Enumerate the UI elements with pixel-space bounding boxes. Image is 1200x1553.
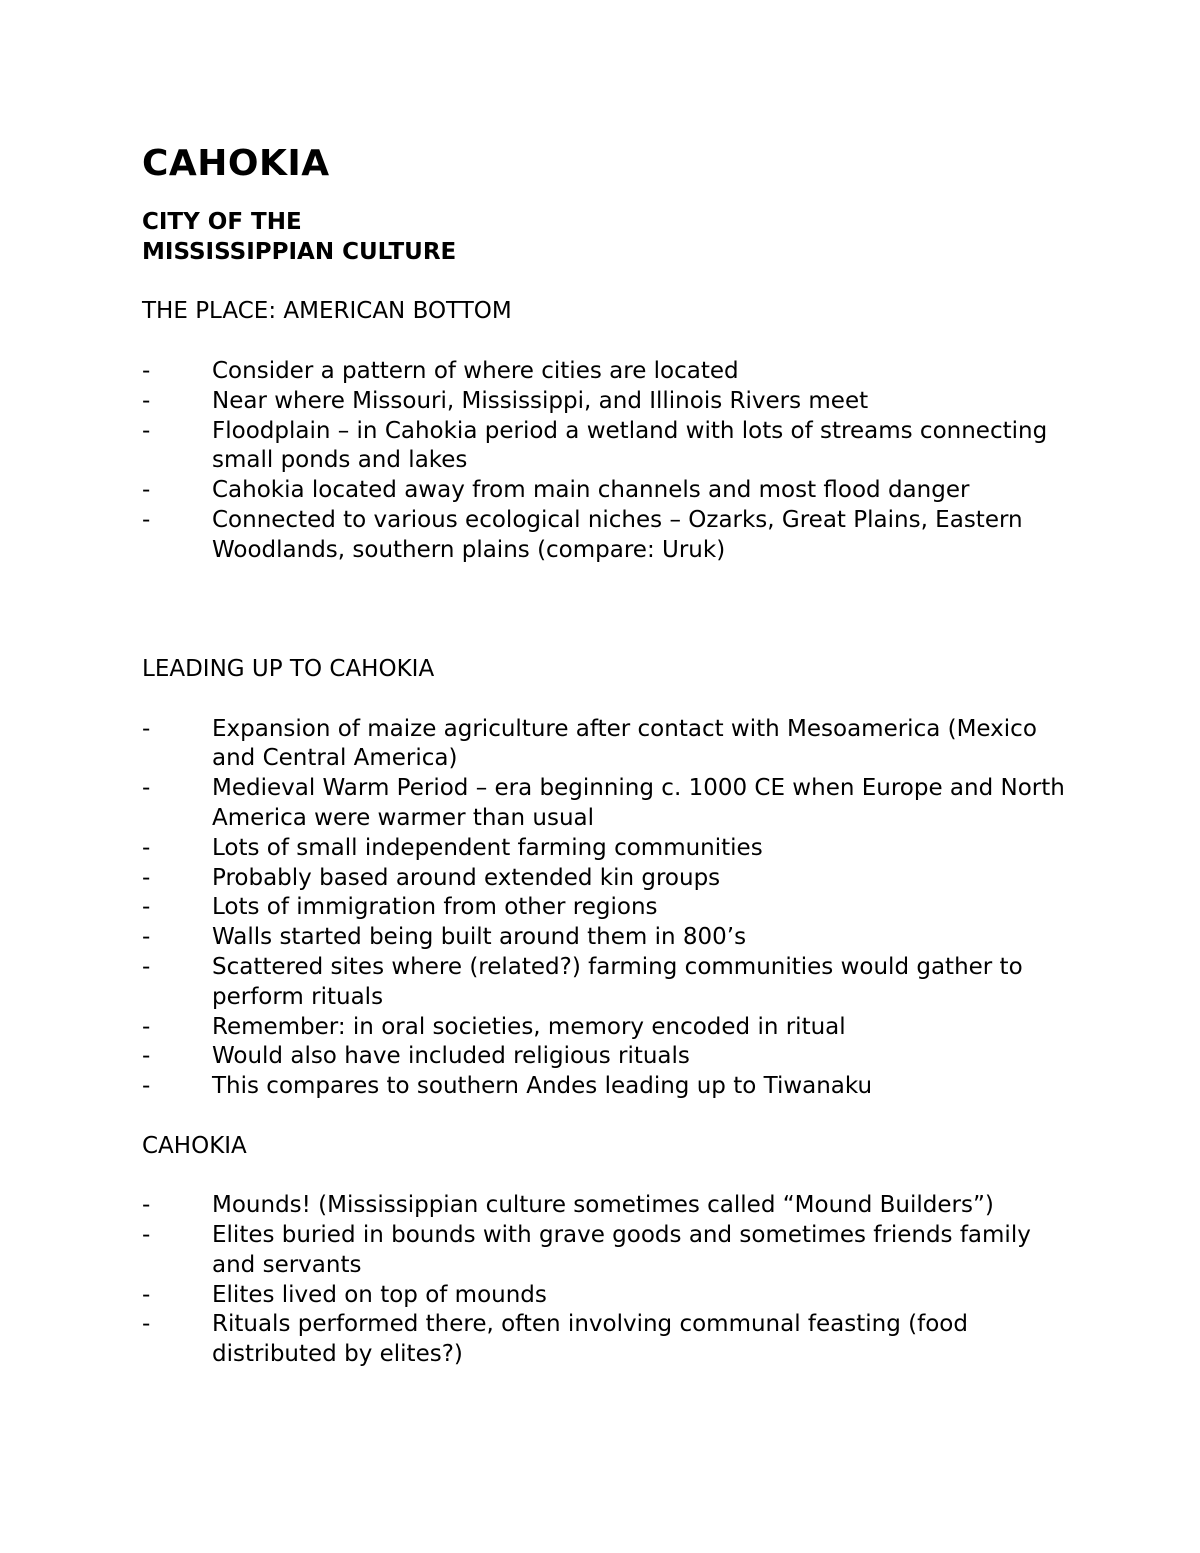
spacer (142, 685, 1067, 715)
section-the-place (142, 297, 1067, 565)
bullet-text: Elites lived on top of mounds (212, 1281, 547, 1308)
bullet-text: Medieval Warm Period – era beginning c. 1000 CE when Europe and North America were warmer than usual (212, 775, 1065, 831)
bullet-text: Lots of immigration from other regions (212, 894, 658, 921)
section-cahokia (142, 1132, 1067, 1370)
bullet-dash: - (142, 357, 151, 384)
bullet-item (142, 387, 1067, 417)
bullet-item (142, 1281, 1067, 1311)
bullet-item (142, 923, 1067, 953)
bullet-dash: - (142, 1043, 151, 1070)
spacer (142, 1162, 1067, 1192)
bullet-item (142, 715, 1067, 775)
bullet-item (142, 1072, 1067, 1102)
bullet-text: Rituals performed there, often involving communal feasting (food distributed by elites?) (212, 1311, 968, 1368)
bullet-text: Mounds! (Mississippian culture sometimes called “Mound Builders”) (212, 1192, 994, 1219)
section-heading: LEADING UP TO CAHOKIA (142, 655, 435, 682)
bullet-dash: - (142, 1311, 151, 1338)
bullet-text: Cahokia located away from main channels and most flood danger (212, 477, 970, 504)
bullet-dash: - (142, 477, 151, 504)
bullet-item (142, 417, 1067, 477)
bullet-dash: - (142, 1192, 151, 1219)
spacer (142, 595, 1067, 655)
spacer (142, 327, 1067, 357)
bullet-item (142, 506, 1067, 566)
bullet-dash: - (142, 953, 151, 980)
bullet-text: Walls started being built around them in 800’s (212, 924, 747, 951)
spacer (142, 1102, 1067, 1132)
bullet-dash: - (142, 417, 151, 444)
spacer (142, 268, 1067, 298)
bullet-item (142, 1310, 1067, 1370)
bullet-text: Probably based around extended kin groups (212, 864, 721, 891)
section-heading: CAHOKIA (142, 1132, 247, 1159)
bullet-item (142, 774, 1067, 834)
bullet-text: Scattered sites where (related?) farming communities would gather to perform rituals (212, 953, 1023, 1010)
bullet-text: Elites buried in bounds with grave goods and sometimes friends family and servants (212, 1222, 1031, 1278)
bullet-dash: - (142, 894, 151, 921)
bullet-dash: - (142, 1073, 151, 1100)
bullet-dash: - (142, 864, 151, 891)
bullet-item (142, 1042, 1067, 1072)
bullet-dash: - (142, 1222, 151, 1249)
spacer (142, 566, 1067, 596)
bullet-text: Remember: in oral societies, memory encoded in ritual (212, 1013, 846, 1040)
bullet-text: This compares to southern Andes leading up to Tiwanaku (212, 1073, 873, 1100)
bullet-item (142, 1013, 1067, 1043)
bullet-dash: - (142, 924, 151, 951)
bullet-dash: - (142, 506, 151, 533)
bullet-text: Connected to various ecological niches – Ozarks, Great Plains, Eastern Woodlands, southern plains (compare: Uruk) (212, 506, 1023, 563)
subtitle-line-1: CITY OF THE (142, 209, 302, 235)
bullet-item (142, 953, 1067, 1013)
bullet-text: Lots of small independent farming communities (212, 834, 763, 861)
bullet-text: Consider a pattern of where cities are located (212, 357, 739, 384)
section-heading: THE PLACE: AMERICAN BOTTOM (142, 298, 512, 325)
bullet-dash: - (142, 1281, 151, 1308)
bullet-item (142, 1191, 1067, 1221)
bullet-item (142, 476, 1067, 506)
bullet-dash: - (142, 1013, 151, 1040)
bullet-dash: - (142, 387, 151, 414)
page-title: CAHOKIA (142, 143, 330, 184)
bullet-dash: - (142, 715, 151, 742)
bullet-item (142, 834, 1067, 864)
bullet-dash: - (142, 834, 151, 861)
bullet-item (142, 864, 1067, 894)
bullet-text: Would also have included religious rituals (212, 1043, 690, 1070)
document-body (142, 142, 1067, 1370)
bullet-item (142, 893, 1067, 923)
bullet-text: Near where Missouri, Mississippi, and Illinois Rivers meet (212, 387, 869, 414)
bullet-text: Expansion of maize agriculture after contact with Mesoamerica (Mexico and Central America) (212, 715, 1037, 772)
subtitle-line-2: MISSISSIPPIAN CULTURE (142, 238, 457, 265)
section-leading-up (142, 655, 1067, 1102)
bullet-item (142, 1221, 1067, 1281)
bullet-item (142, 357, 1067, 387)
bullet-text: Floodplain – in Cahokia period a wetland with lots of streams connecting small ponds and lakes (212, 417, 1048, 474)
bullet-dash: - (142, 775, 151, 802)
